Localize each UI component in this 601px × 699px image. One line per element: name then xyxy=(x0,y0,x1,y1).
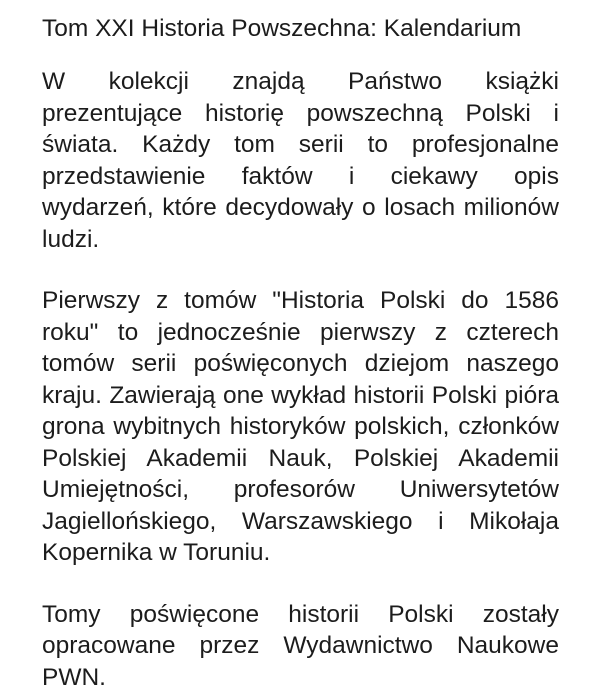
paragraph-intro: W kolekcji znajdą Państwo książki prezentujące historię powszechną Polski i świata. Każdy tom serii to profesjonalne przedstawienie faktów i ciekawy opis wydarzeń, które decydowały o losach milionów ludzi. xyxy=(42,68,559,253)
paragraph-first-volume: Pierwszy z tomów "Historia Polski do 1586 roku" to jednocześnie pierwszy z czterech tomów serii poświęconych dziejom naszego kraju. Zawierają one wykład historii Polski pióra grona wybitnych historyków polskich, członków Polskiej Akademii Nauk, Polskiej Akademii Umiejętności, profesorów Uniwersytetów Jagiellońskiego, Warszawskiego i Mikołaja Kopernika w Toruniu. xyxy=(42,287,559,566)
paragraph-publisher: Tomy poświęcone historii Polski zostały opracowane przez Wydawnictwo Naukowe PWN. xyxy=(42,600,559,691)
document-title: Tom XXI Historia Powszechna: Kalendarium xyxy=(42,15,522,42)
